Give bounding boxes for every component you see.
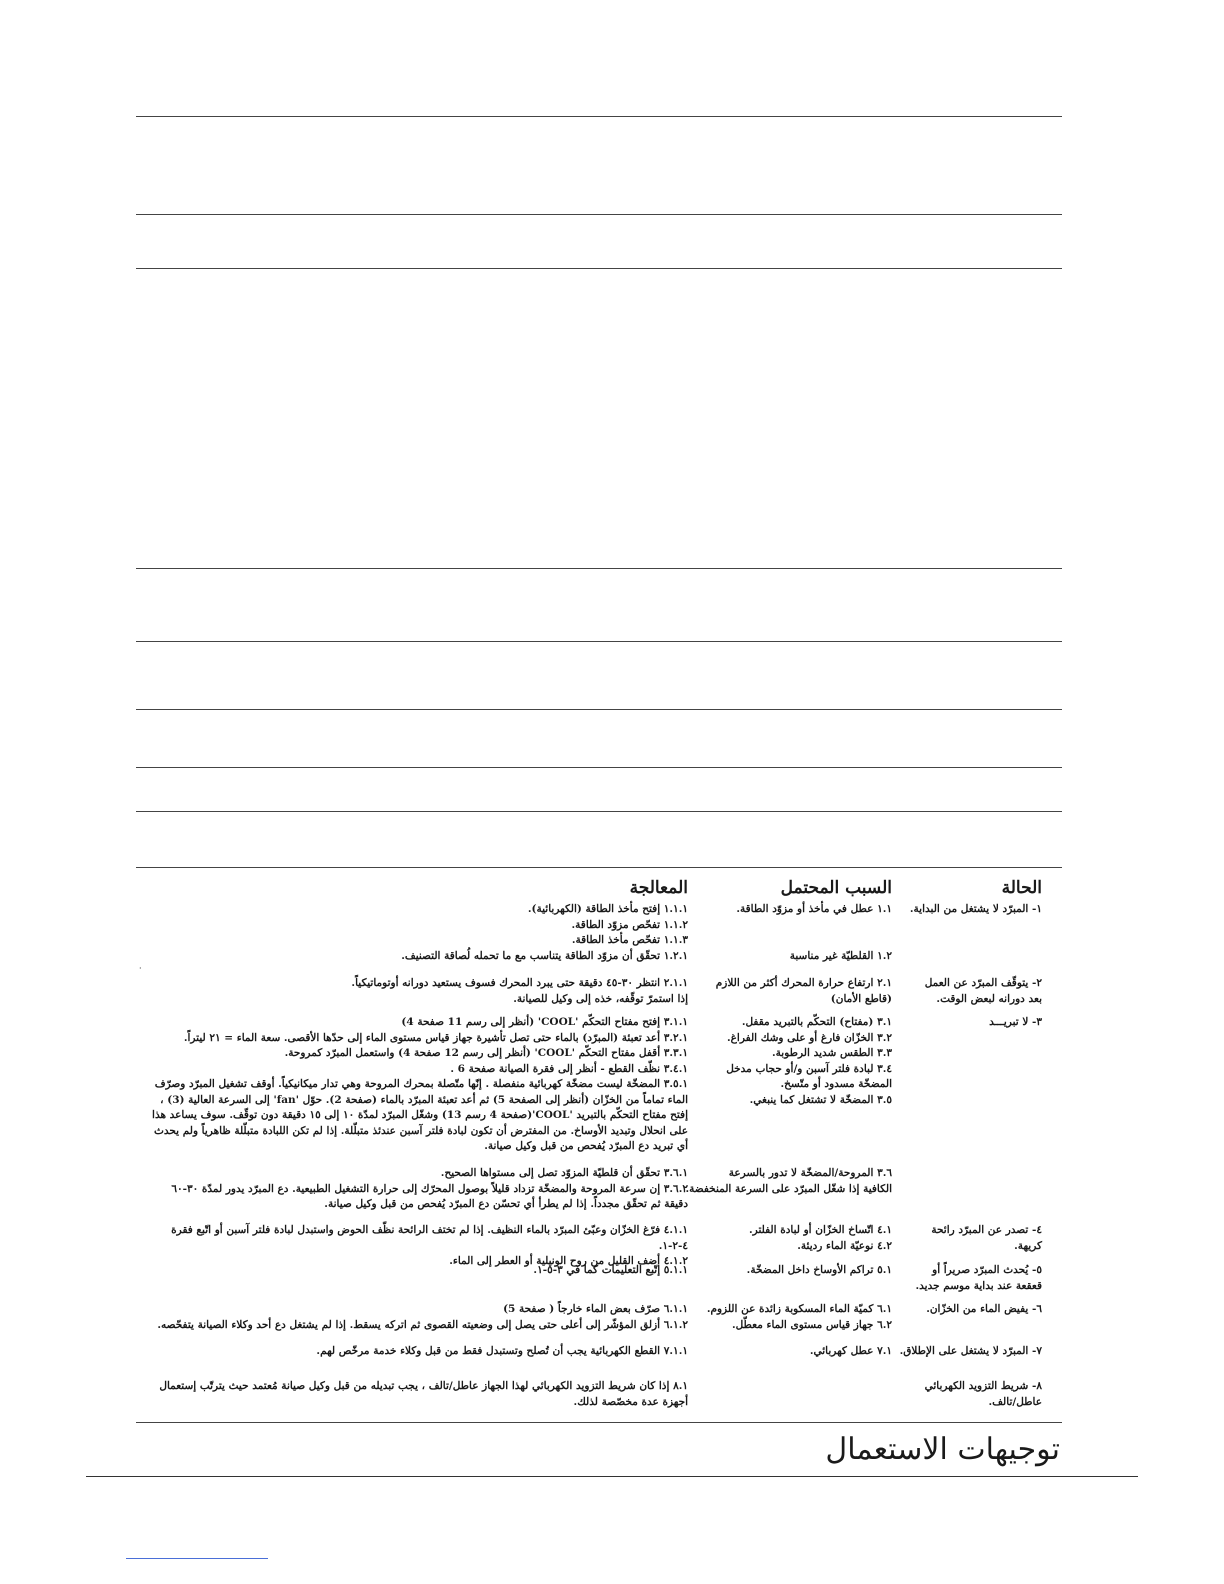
cause-cell — [692, 1344, 892, 1360]
text-line: ٣.٦.١ تحقّق أن قلطيّة المزوّد تصل إلى مستواها الصحيح. — [440, 1167, 688, 1179]
text-line: كريهة. — [1014, 1239, 1042, 1252]
text-line: ٥.١ تراكم الأوساخ داخل المضخّة. — [746, 1264, 892, 1276]
fix-cell — [148, 1344, 688, 1360]
cause-cell — [692, 1223, 892, 1254]
text-line: ٨- شريط التزويد الكهربائي — [924, 1380, 1042, 1392]
text-line: ٣.٣ الطقس شديد الرطوبة. — [772, 1047, 892, 1059]
text-line: ١- المبرّد لا يشتغل من البداية. — [909, 903, 1042, 915]
page-title: توجيهات الاستعمال — [825, 1432, 1060, 1467]
text-line: ٣.٤ لبادة فلتر آسبن و/أو حجاب مدخل — [726, 1062, 892, 1075]
text-line: ٣.١ (مفتاح) التحكّم بالتبريد مقفل. — [741, 1016, 892, 1028]
text-line: ٧.١ عطل كهربائي. — [809, 1345, 892, 1357]
text-line: ٤.١.١ فرّغ الخزّان وعبّئ المبرّد بالماء النظيف. إذا لم تختف الرائحة نظّف الحوض واستبدل لبادة فلتر آسبن أو اتّبع فقرة ٤-٢-١. — [171, 1224, 688, 1252]
cause-cell — [692, 1263, 892, 1279]
fix-cell — [148, 902, 688, 964]
text-line: ٧.١.١ القطع الكهربائية يجب أن تُصلح وتستبدل فقط من قبل وكلاء خدمة مرخّص لهم. — [316, 1345, 688, 1357]
text-line: بعد دورانه لبعض الوقت. — [936, 992, 1042, 1005]
text-line: ٣.٤.١ نظّف القطع - أنظر إلى فقرة الصيانة صفحة 6 . — [450, 1062, 688, 1075]
text-line — [692, 933, 892, 949]
stray-mark: · — [139, 964, 142, 973]
text-line: ١.١ عطل في مأخذ أو مزوّد الطاقة. — [736, 903, 892, 915]
text-line: ٣.٣.١ أقفل مفتاح التحكّم 'COOL' (أنظر إلى رسم 12 صفحة 4) واستعمل المبرّد كمروحة. — [284, 1047, 688, 1059]
text-line: ١.١.١ إفتح مأخذ الطاقة (الكهربائية). — [527, 903, 688, 915]
cause-cell — [692, 1015, 892, 1108]
state-cell — [914, 1379, 1042, 1410]
text-line: إذا استمرّ توقّفه، خذه إلى وكيل للصيانة. — [513, 992, 688, 1005]
cause-cell — [692, 902, 892, 964]
state-cell — [914, 976, 1042, 1007]
text-line: ٧- المبرّد لا يشتغل على الإطلاق. — [899, 1345, 1042, 1357]
text-line: ١.٢ القلطيّة غير مناسبة — [789, 949, 892, 962]
text-line: ٣.٦.٢ إن سرعة المروحة والمضخّة تزداد قليلاً بوصول المحرّك إلى حرارة التشغيل الطبيعية. دع المبرّد يدور لمدّة ٣٠-٦٠ دقيقة ثم تحقّق مجدداً. إذا لم يطرأ أي تحسّن دع المبرّد يُفحص من قبل وكيل صيانة. — [171, 1182, 688, 1210]
fix-cell — [148, 1166, 688, 1213]
state-cell — [914, 1223, 1042, 1254]
fix-cell — [148, 1302, 688, 1333]
text-line: ٦.٢ جهاز قياس مستوى الماء معطّل. — [731, 1318, 892, 1331]
text-line: ٢.١ ارتفاع حرارة المحرك أكثر من اللازم — [715, 977, 892, 989]
text-line: ٦.١ كميّة الماء المسكوبة زائدة عن اللزوم. — [706, 1303, 892, 1315]
text-line: ٨.١ إذا كان شريط التزويد الكهربائي لهذا الجهاز عاطل/تالف ، يجب تبديله من قبل وكيل صيانة مُعتمد حيث يترتّب إستعمال أجهزة عدة مخصّصة لذلك. — [159, 1380, 688, 1408]
text-line: ٣.٥ المضخّة لا تشتغل كما ينبغي. — [749, 1093, 892, 1106]
text-line: ٤- تصدر عن المبرّد رائحة — [931, 1224, 1042, 1236]
text-line: عاطل/تالف. — [988, 1395, 1042, 1408]
text-line: ٢.١.١ انتظر ٣٠-٤٥ دقيقة حتى يبرد المحرك فسوف يستعيد دورانه أوتوماتيكياً. — [351, 977, 688, 989]
fix-cell — [148, 976, 688, 1007]
text-line: ١.١.٢ تفحّص مزوّد الطاقة. — [571, 918, 688, 931]
cause-cell — [685, 1166, 892, 1197]
text-line: ٣.١.١ إفتح مفتاح التحكّم 'COOL' (أنظر إلى رسم 11 صفحة 4) — [401, 1016, 688, 1028]
text-line — [692, 918, 892, 934]
text-line: ٣.٥.١ المضخّة ليست مضخّة كهربائية منفصلة . إنّها متّصلة بمحرك المروحة وهي تدار ميكانيكياً. أوقف تشغيل المبرّد وصرّف الماء تماماً من الخزّان (أنظر إلى الصفحة 5) ثم أعد تعبئة المبرّد بالماء (صفحة 2). حوّل 'fan' إلى السرعة العالية (3) ، إفتح مفتاح التحكّم بالتبريد 'COOL'(صفحة 4 رسم 13) وشغّل المبرّد لمدّة ١٠ إلى ١٥ دقيقة دون توقّف. سوف يساعد هذا على انحلال وتبديد الأوساخ. من المفترض أن تكون لبادة فلتر آسبن عندئذ متبلّلة. إذا لم تكن اللبادة متبلّلة ظاهرياً ولم يحدث أي تبريد دع المبرّد يُفحص من قبل وكيل صيانة. — [152, 1078, 688, 1152]
header-fix: المعالجة — [629, 878, 688, 898]
text-line: ٣.٢ الخزّان فارغ أو على وشك الفراغ. — [727, 1031, 892, 1044]
text-line: ٢- يتوقّف المبرّد عن العمل — [924, 977, 1042, 989]
text-line: ١.٢.١ تحقّق أن مزوّد الطاقة يتناسب مع ما تحمله لُصاقة التصنيف. — [401, 949, 688, 962]
text-line: (قاطع الأمان) — [830, 992, 892, 1005]
text-line: قعقعة عند بداية موسم جديد. — [915, 1279, 1042, 1292]
cause-cell — [692, 1302, 892, 1333]
text-line: ٤.١.٢ أضف القليل من روح الونيلية أو العطر إلى الماء. — [449, 1255, 688, 1267]
text-line: المضخّة مسدود أو متّسخ. — [780, 1078, 892, 1090]
state-cell — [914, 1015, 1042, 1031]
fix-cell — [148, 1263, 688, 1279]
text-line: ٤.١ اتّساخ الخزّان أو لبادة الفلتر. — [749, 1224, 892, 1236]
state-cell — [909, 902, 1042, 918]
text-line: ٥- يُحدث المبرّد صريراً أو — [932, 1264, 1042, 1276]
fix-cell — [148, 1379, 688, 1410]
text-line: ٦- يفيض الماء من الخزّان. — [926, 1303, 1042, 1315]
text-line: ١.١.٣ تفحّص مأخذ الطاقة. — [571, 934, 688, 946]
state-cell — [914, 1302, 1042, 1318]
state-cell — [914, 1263, 1042, 1294]
text-line: ٦.١.٢ أزلق المؤشّر إلى أعلى حتى يصل إلى وضعيته القصوى ثم اتركه يسقط. إذا لم يشتغل دع أحد وكلاء الصيانة يتفحّصه. — [157, 1318, 688, 1331]
text-line: ٥.١.١ إتّبع التعليمات كما في ٣-٥-١. — [533, 1264, 688, 1276]
cause-cell — [692, 976, 892, 1007]
state-cell — [899, 1344, 1042, 1360]
fix-cell — [148, 1015, 688, 1155]
header-state: الحالة — [1001, 878, 1042, 898]
text-line: ٣- لا تبريـــد — [989, 1016, 1042, 1028]
text-line: الكافية إذا شغّل المبرّد على السرعة المنخفضة. — [685, 1182, 892, 1195]
text-line: ٦.١.١ صرّف بعض الماء خارجاً ( صفحة 5) — [503, 1303, 688, 1315]
text-line: ٣.٦ المروحة/المضخّة لا تدور بالسرعة — [728, 1167, 892, 1179]
text-line: ٣.٢.١ أعد تعبئة (المبرّد) بالماء حتى تصل تأشيرة جهاز قياس مستوى الماء إلى حدّها الأقصى. سعة الماء = ٢١ ليتراً. — [183, 1031, 688, 1044]
text-line: ٤.٢ نوعيّة الماء رديئة. — [797, 1239, 892, 1252]
header-cause: السبب المحتمل — [780, 878, 892, 898]
